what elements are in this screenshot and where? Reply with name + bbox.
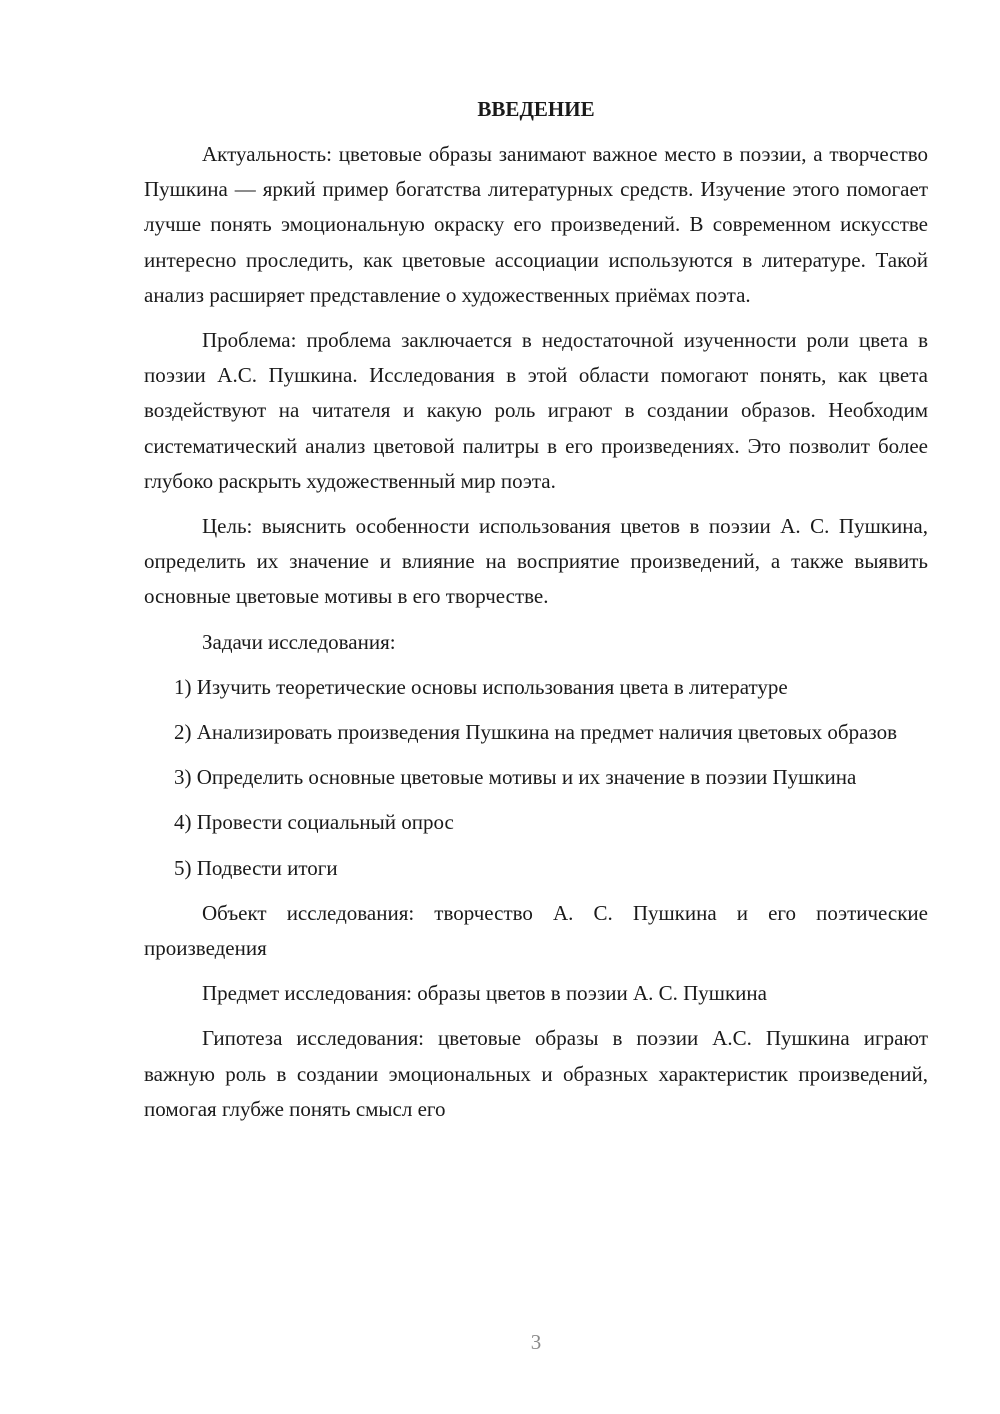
hypothesis-paragraph: Гипотеза исследования: цветовые образы в поэзии А.С. Пушкина играют важную роль в создании эмоциональных и образных характеристик произведений, помогая глубже понять смысл его bbox=[144, 1026, 928, 1121]
page-number: 3 bbox=[530, 1330, 542, 1354]
section-title: ВВЕДЕНИЕ bbox=[477, 97, 595, 121]
task-item-5: 5) Подвести итоги bbox=[174, 855, 338, 880]
tasks-list bbox=[144, 670, 928, 886]
subject-paragraph: Предмет исследования: образы цветов в поэзии А. С. Пушкина bbox=[202, 981, 767, 1006]
tasks-heading: Задачи исследования: bbox=[202, 629, 396, 654]
object-paragraph: Объект исследования: творчество А. С. Пушкина и его поэтические произведения bbox=[144, 900, 928, 961]
task-item-4: 4) Провести социальный опрос bbox=[174, 810, 454, 835]
problem-paragraph: Проблема: проблема заключается в недостаточной изученности роли цвета в поэзии А.С. Пушкина. Исследования в этой области помогают понять, как цвета воздействуют на читателя и какую роль играют в создании образов. Необходим систематический анализ цветовой палитры в его произведениях. Это позволит более глубоко раскрыть художественный мир поэта. bbox=[144, 328, 928, 493]
goal-paragraph: Цель: выяснить особенности использования цветов в поэзии А. С. Пушкина, определить их значение и влияние на восприятие произведений, а также выявить основные цветовые мотивы в его творчестве. bbox=[144, 514, 928, 609]
relevance-paragraph: Актуальность: цветовые образы занимают важное место в поэзии, а творчество Пушкина — яркий пример богатства литературных средств. Изучение этого помогает лучше понять эмоциональную окраску его произведений. В современном искусстве интересно проследить, как цветовые ассоциации используются в литературе. Такой анализ расширяет представление о художественных приёмах поэта. bbox=[144, 142, 928, 307]
task-item-2: 2) Анализировать произведения Пушкина на предмет наличия цветовых образов bbox=[174, 720, 898, 745]
task-item-1: 1) Изучить теоретические основы использования цвета в литературе bbox=[174, 674, 788, 699]
task-item-3: 3) Определить основные цветовые мотивы и их значение в поэзии Пушкина bbox=[174, 765, 857, 790]
document-page bbox=[144, 92, 928, 1137]
